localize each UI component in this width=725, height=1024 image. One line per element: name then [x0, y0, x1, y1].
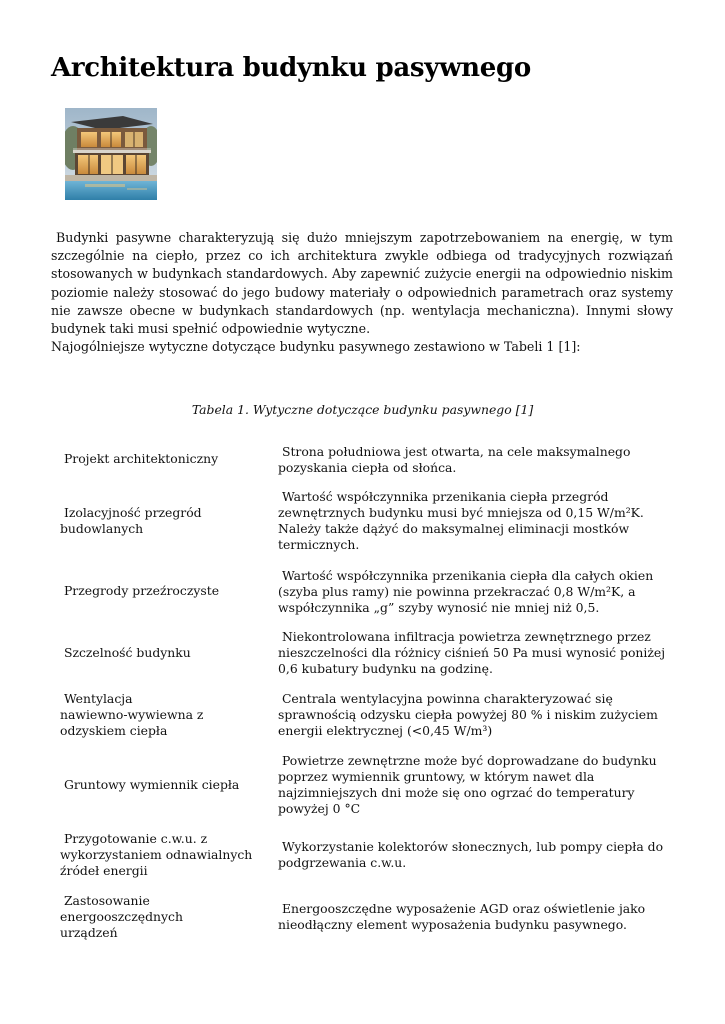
row-label: Gruntowy wymiennik ciepła [63, 777, 240, 792]
row-description: Wartość współczynnika przenikania ciepła przegród zewnętrznych budynku musi być mniejsza od 0,15 W/m²K. Należy także dążyć do maksymalnej eliminacji mostków termicznych. [278, 489, 644, 552]
row-description: Niekontrolowana infiltracja powietrza zewnętrznego przez nieszczelności dla różnicy ciśnień 50 Pa musi wynosić poniżej 0,6 kubatury budynku na godzinę. [278, 629, 666, 676]
house-photo [65, 108, 157, 200]
row-label: Zastosowanie energooszczędnych urządzeń [60, 893, 183, 940]
row-description: Strona południowa jest otwarta, na cele maksymalnego pozyskania ciepła od słońca. [278, 444, 631, 475]
row-description: Centrala wentylacyjna powinna charakteryzować się sprawnością odzysku ciepła powyżej 80 % i niskim zużyciem energii elektrycznej (<0,45 W/m³) [278, 691, 658, 738]
row-description: Powietrze zewnętrzne może być doprowadzane do budynku poprzez wymiennik gruntowy, w którym nawet dla najzimniejszych dni może się ono ogrzać do temperatury powyżej 0 °C [278, 753, 657, 816]
row-label: Projekt architektoniczny [63, 451, 219, 466]
row-description: Wartość współczynnika przenikania ciepła dla całych okien (szyba plus ramy) nie powinna przekraczać 0,8 W/m²K, a współczynnika „g” szyby wynosić nie mniej niż 0,5. [278, 568, 654, 615]
row-label: Przygotowanie c.w.u. z wykorzystaniem odnawialnych źródeł energii [60, 831, 253, 878]
intro-paragraph: Budynki pasywne charakteryzują się dużo mniejszym zapotrzebowaniem na energię, w tym szczególnie na ciepło, przez co ich architektura zwykle odbiega od tradycyjnych rozwiązań stosowanych w budynkach standardowych. Aby zapewnić zużycie energii na odpowiednio niskim poziomie należy stosować do jego budowy materiały o odpowiednich parametrach oraz systemy nie zawsze obecne w budynkach standardowych (np. wentylacja mechaniczna). Innymi słowy budynek taki musi spełnić odpowiednie wytyczne. [51, 230, 673, 337]
intro-text [51, 229, 673, 356]
row-description: Wykorzystanie kolektorów słonecznych, lub pompy ciepła do podgrzewania c.w.u. [278, 839, 664, 870]
row-label: Izolacyjność przegród budowlanych [60, 505, 202, 536]
intro-paragraph-table-ref: Najogólniejsze wytyczne dotyczące budynku pasywnego zestawiono w Tabeli 1 [1]: [51, 339, 581, 355]
table-caption: Tabela 1. Wytyczne dotyczące budynku pasywnego [1] [191, 402, 534, 417]
row-label: Przegrody przeźroczyste [63, 583, 220, 598]
row-label: Szczelność budynku [63, 645, 191, 660]
page-title: Architektura budynku pasywnego [51, 53, 531, 83]
row-description: Energooszczędne wyposażenie AGD oraz oświetlenie jako nieodłączny element wyposażenia budynku pasywnego. [278, 901, 646, 932]
row-label: Wentylacja nawiewno-wywiewna z odzyskiem ciepła [60, 691, 204, 738]
